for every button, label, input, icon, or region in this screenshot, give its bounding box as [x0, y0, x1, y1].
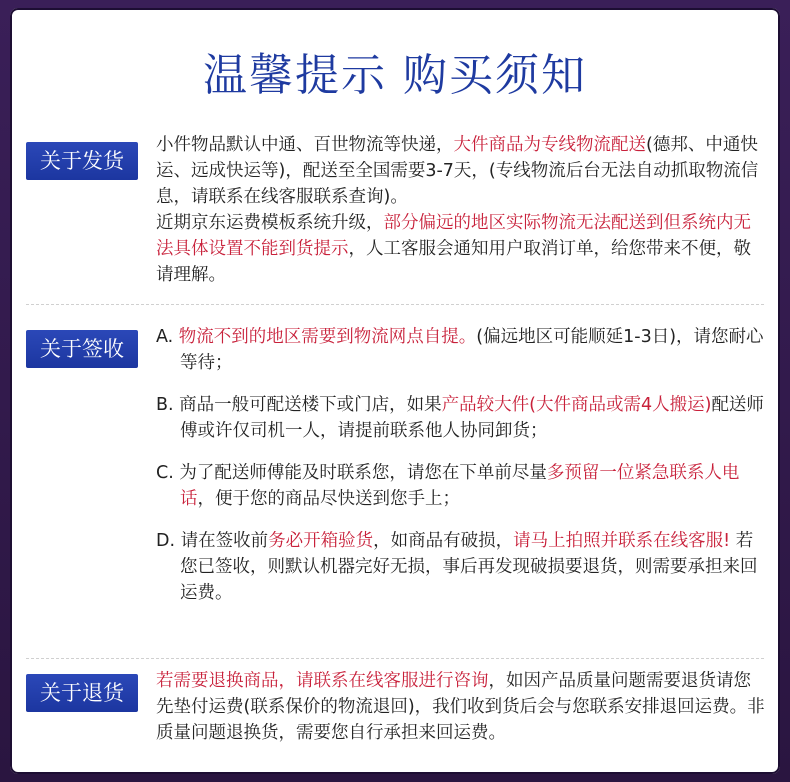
- shipping-paragraph-2: [156, 210, 766, 288]
- body-text: C. 为了配送师傅能及时联系您，请您在下单前尽量: [156, 463, 547, 483]
- highlight-text: 产品较大件(大件商品或需4人搬运): [441, 395, 712, 415]
- body-text: 配送师傅或许仅司机一人，请提前联系他人协同卸货；: [180, 395, 764, 441]
- section-tag-shipping: 关于发货: [26, 142, 138, 180]
- receiving-item-a: [156, 324, 766, 376]
- highlight-text: 若需要退换商品，请联系在线客服进行咨询: [156, 671, 489, 691]
- body-text: 若您已签收，则默认机器完好无损，事后再发现破损要退货，则需要承担来回运费。: [180, 531, 758, 603]
- body-text: ，如商品有破损，: [373, 531, 514, 551]
- shipping-paragraph-1: [156, 132, 766, 210]
- receiving-item-c: [156, 460, 766, 512]
- returns-text: [156, 668, 766, 746]
- highlight-text: 多预留一位紧急联系人电话: [180, 463, 740, 509]
- body-text: (德邦、中通快运、远成快运等)，配送至全国需要3-7天，(专线物流后台无法自动抓取物流信息，请联系在线客服联系查询)。: [156, 135, 759, 207]
- body-text: B. 商品一般可配送楼下或门店，如果: [156, 395, 442, 415]
- notice-card: [10, 8, 780, 774]
- body-text: 小件物品默认中通、百世物流等快递，: [156, 135, 454, 155]
- page-title: 温馨提示 购买须知: [203, 50, 587, 101]
- receiving-text: [156, 324, 766, 606]
- divider: [26, 658, 764, 659]
- body-text: ，人工客服会通知用户取消订单，给您带来不便，敬请理解。: [156, 239, 751, 285]
- receiving-item-d: [156, 528, 766, 606]
- body-text: ，便于您的商品尽快送到您手上；: [197, 489, 460, 509]
- section-tag-returns: 关于退货: [26, 674, 138, 712]
- body-text: D. 请在签收前: [156, 531, 269, 551]
- highlight-text: 大件商品为专线物流配送: [453, 135, 646, 155]
- shipping-text: [156, 132, 766, 288]
- body-text: A.: [156, 327, 179, 347]
- highlight-text: 务必开箱验货: [268, 531, 374, 551]
- highlight-text: 物流不到的地区需要到物流网点自提。: [178, 327, 477, 347]
- receiving-item-b: [156, 392, 766, 444]
- section-tag-receiving: 关于签收: [26, 330, 138, 368]
- body-text: 近期京东运费模板系统升级，: [156, 213, 384, 233]
- returns-paragraph-1: [156, 668, 766, 746]
- body-text: ，如因产品质量问题需要退货请您先垫付运费(联系保价的物流退回)，我们收到货后会与您联系安排退回运费。非质量问题退换货，需要您自行承担来回运费。: [156, 671, 765, 743]
- divider: [26, 304, 764, 305]
- body-text: (偏远地区可能顺延1-3日)，请您耐心等待；: [180, 327, 764, 373]
- highlight-text: 请马上拍照并联系在线客服!: [513, 531, 731, 551]
- highlight-text: 部分偏远的地区实际物流无法配送到但系统内无法具体设置不能到货提示: [156, 213, 751, 259]
